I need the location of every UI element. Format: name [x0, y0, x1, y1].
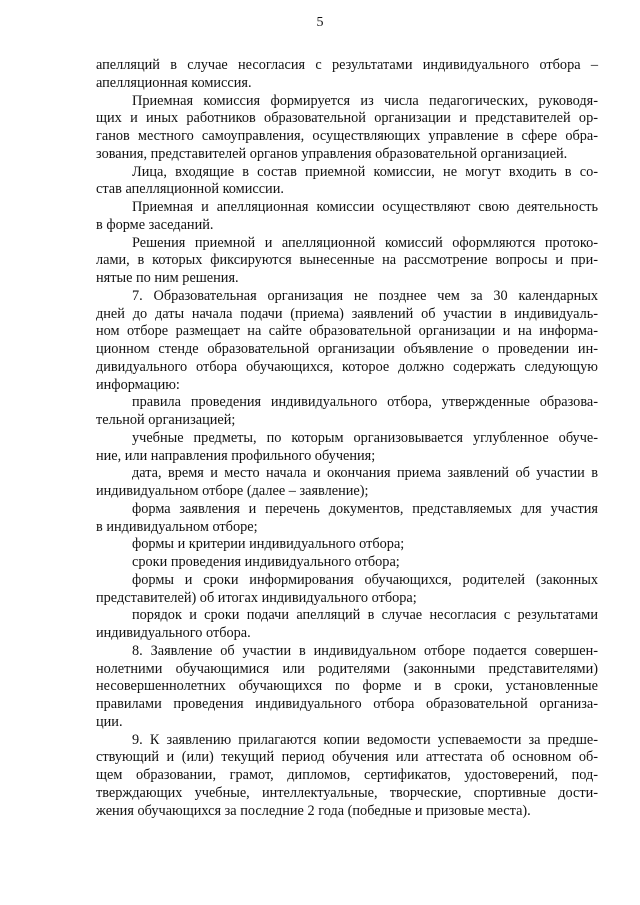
text-line: Приемная комиссия формируется из числа педагогических, руководя- — [132, 92, 598, 109]
text-line: зования, представителей органов управления образовательной организацией. — [96, 145, 568, 162]
text-line: Лица, входящие в состав приемной комиссии, не могут входить в со- — [132, 163, 598, 180]
text-line: 9. К заявлению прилагаются копии ведомости успеваемости за предше- — [132, 731, 598, 748]
text-line: дата, время и место начала и окончания приема заявлений об участии в — [132, 465, 598, 482]
text-line: нолетними обучающимися или родителями (законными представителями) — [96, 660, 598, 677]
text-line: ганов местного самоуправления, осуществляющих управление в сфере обра- — [96, 128, 598, 144]
text-line: Решения приемной и апелляционной комиссий оформляются протоко- — [132, 234, 598, 251]
text-line: нятые по ним решения. — [96, 270, 239, 286]
text-line: учебные предметы, по которым организовывается углубленное обуче- — [132, 429, 598, 446]
text-line: информацию: — [96, 376, 180, 393]
text-line: форма заявления и перечень документов, представляемых для участия — [132, 500, 598, 517]
text-line: несовершеннолетних обучающихся по форме и в сроки, установленные — [96, 678, 598, 695]
text-line: апелляций в случае несогласия с результатами индивидуального отбора – — [96, 57, 598, 73]
text-line: дней до даты начала подачи (приема) заявлений об участии в индивидуаль- — [96, 305, 598, 322]
text-line: индивидуальном отборе (далее – заявление); — [96, 483, 369, 499]
text-line: ном отборе размещает на сайте образовательной организации и на информа- — [96, 323, 598, 340]
text-line: в индивидуальном отборе; — [96, 518, 258, 535]
text-line: став апелляционной комиссии. — [96, 181, 284, 198]
text-line: Приемная и апелляционная комиссии осуществляют свою деятельность — [132, 199, 598, 215]
text-line: в форме заседаний. — [96, 216, 214, 233]
text-line: сроки проведения индивидуального отбора; — [132, 554, 400, 570]
body-text — [96, 57, 598, 820]
text-line: дивидуального отбора обучающихся, которое должно содержать следующую — [96, 358, 598, 375]
text-line: ции. — [96, 713, 123, 730]
text-line: ционном стенде образовательной организации объявление о проведении ин- — [96, 341, 598, 357]
text-line: правила проведения индивидуального отбора, утвержденные образова- — [132, 394, 598, 411]
text-line: тельной организацией; — [96, 412, 236, 428]
text-line: 8. Заявление об участии в индивидуальном отборе подается совершен- — [132, 642, 598, 659]
page-number: 5 — [316, 15, 324, 30]
text-line: правилами проведения индивидуального отбора образовательной организа- — [96, 696, 598, 712]
text-line: ние, или направления профильного обучения; — [96, 447, 376, 464]
text-line: ствующий и (или) текущий период обучения или аттестата об основном об- — [96, 749, 598, 766]
text-line: порядок и сроки подачи апелляций в случае несогласия с результатами — [132, 607, 598, 624]
text-line: жения обучающихся за последние 2 года (победные и призовые места). — [96, 802, 531, 819]
text-line: щих и иных работников образовательной организации и представителей ор- — [96, 110, 598, 127]
text-line: щем образовании, грамот, дипломов, сертификатов, удостоверений, под- — [96, 767, 598, 783]
text-line: формы и сроки информирования обучающихся, родителей (законных — [132, 571, 598, 588]
text-line: формы и критерии индивидуального отбора; — [132, 536, 405, 553]
text-line: индивидуального отбора. — [96, 625, 251, 641]
text-line: тверждающих учебные, интеллектуальные, творческие, спортивные дости- — [96, 784, 598, 801]
text-line: 7. Образовательная организация не позднее чем за 30 календарных — [132, 287, 598, 304]
text-line: представителей) об итогах индивидуального отбора; — [96, 589, 417, 606]
text-line: лами, в которых фиксируются вынесенные на рассмотрение вопросы и при- — [96, 252, 598, 269]
text-line: апелляционная комиссия. — [96, 74, 252, 91]
